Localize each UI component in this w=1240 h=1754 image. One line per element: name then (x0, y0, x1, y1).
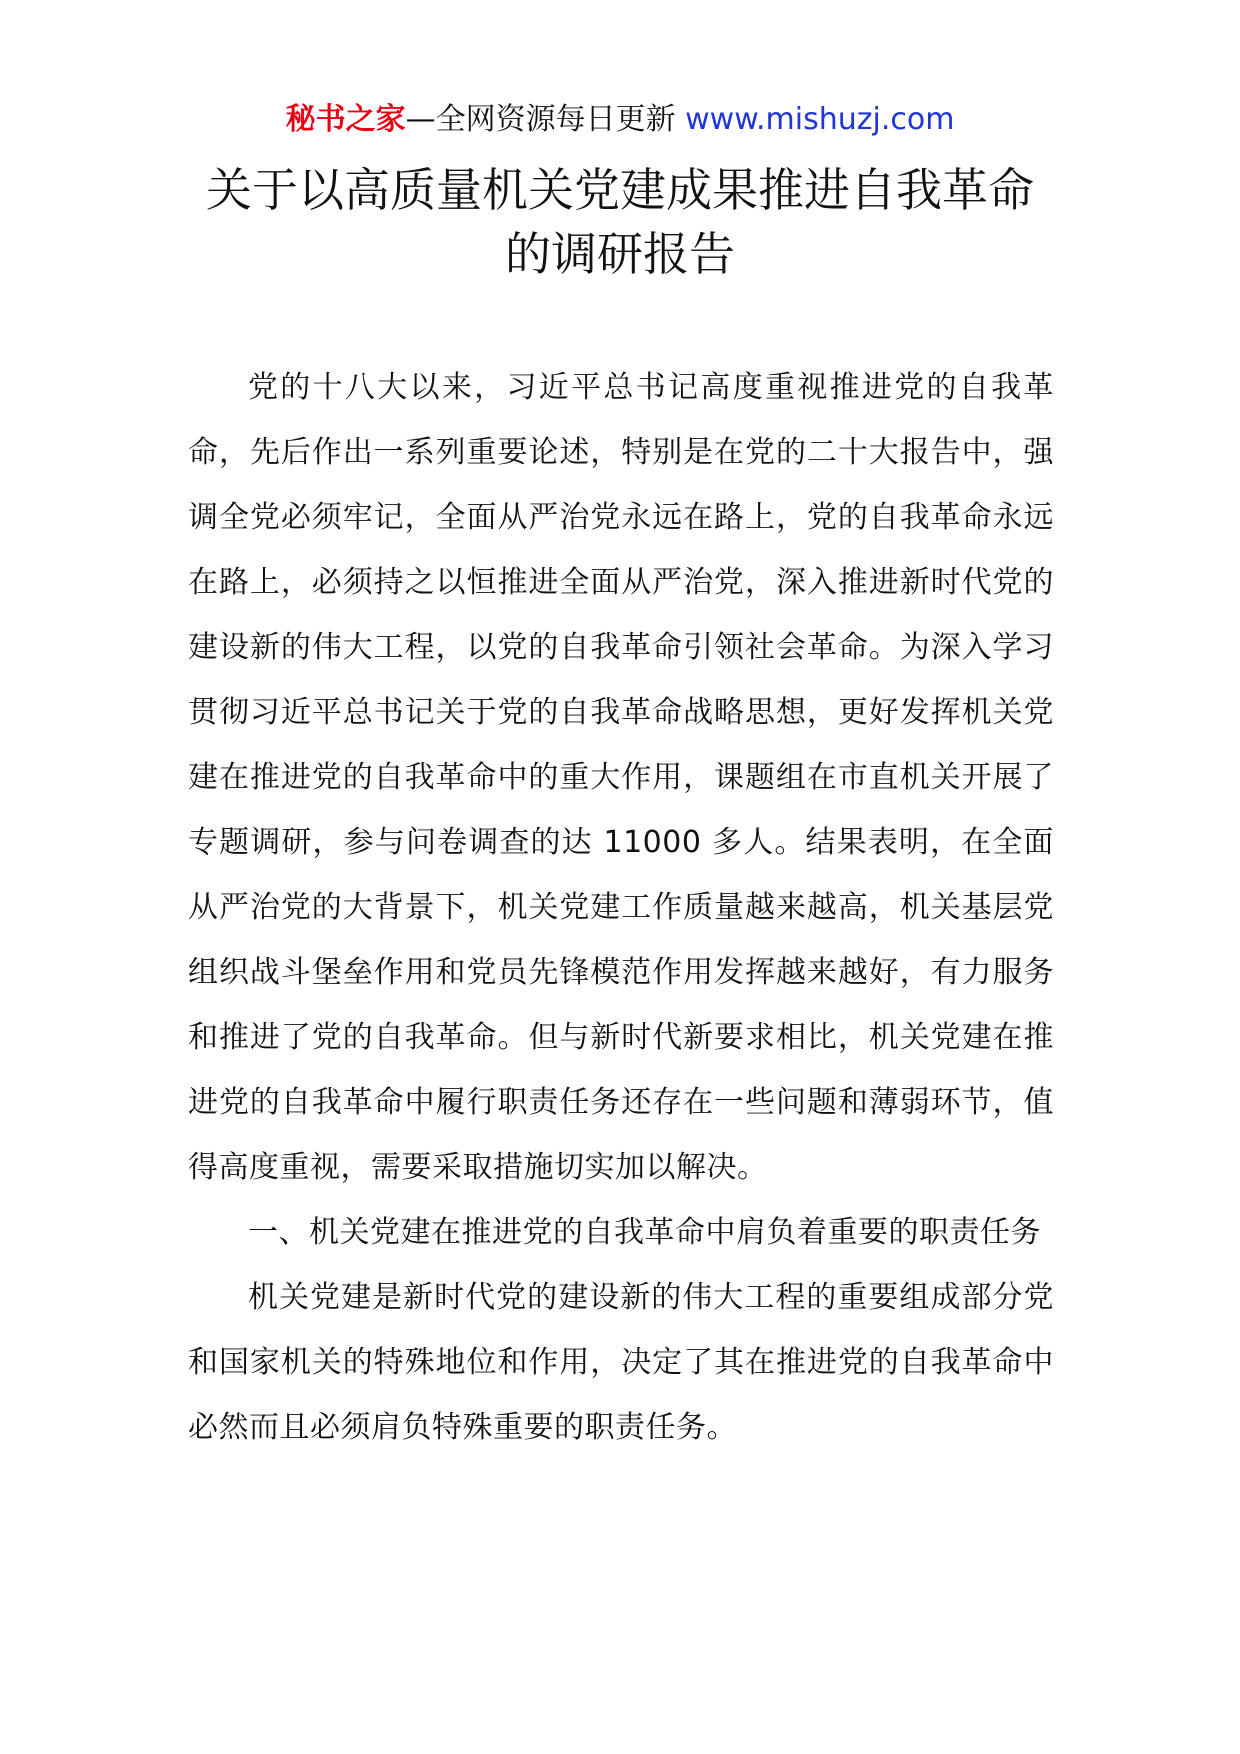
section-heading-1: 一、机关党建在推进党的自我革命中肩负着重要的职责任务 (248, 1215, 1041, 1250)
site-brand: 秘书之家 (285, 102, 406, 137)
section-1-paragraph: 机关党建是新时代党的建设新的伟大工程的重要组成部分党和国家机关的特殊地位和作用，决定了其在推进党的自我革命中必然而且必须肩负特殊重要的职责任务。 (188, 1280, 1054, 1445)
site-header (0, 100, 1240, 140)
intro-paragraph: 党的十八大以来，习近平总书记高度重视推进党的自我革命，先后作出一系列重要论述，特别是在党的二十大报告中，强调全党必须牢记，全面从严治党永远在路上，党的自我革命永远在路上，必须持之以恒推进全面从严治党，深入推进新时代党的建设新的伟大工程，以党的自我革命引领社会革命。为深入学习贯彻习近平总书记关于党的自我革命战略思想，更好发挥机关党建在推进党的自我革命中的重大作用，课题组在市直机关开展了专题调研，参与问卷调查的达 11000 多人。结果表明，在全面从严治党的大背景下，机关党建工作质量越来越高，机关基层党组织战斗堡垒作用和党员先锋模范作用发挥越来越好，有力服务和推进了党的自我革命。但与新时代新要求相比，机关党建在推进党的自我革命中履行职责任务还存在一些问题和薄弱环节，值得高度重视，需要采取措施切实加以解决。 (188, 370, 1054, 1185)
site-tagline: —全网资源每日更新 (405, 102, 676, 137)
document-title (120, 158, 1120, 286)
document-title-line-1: 关于以高质量机关党建成果推进自我革命 (206, 163, 1034, 217)
site-url-link[interactable]: www.mishuzj.com (685, 102, 955, 137)
document-body (188, 355, 1054, 1460)
document-title-line-2: 的调研报告 (505, 227, 735, 281)
